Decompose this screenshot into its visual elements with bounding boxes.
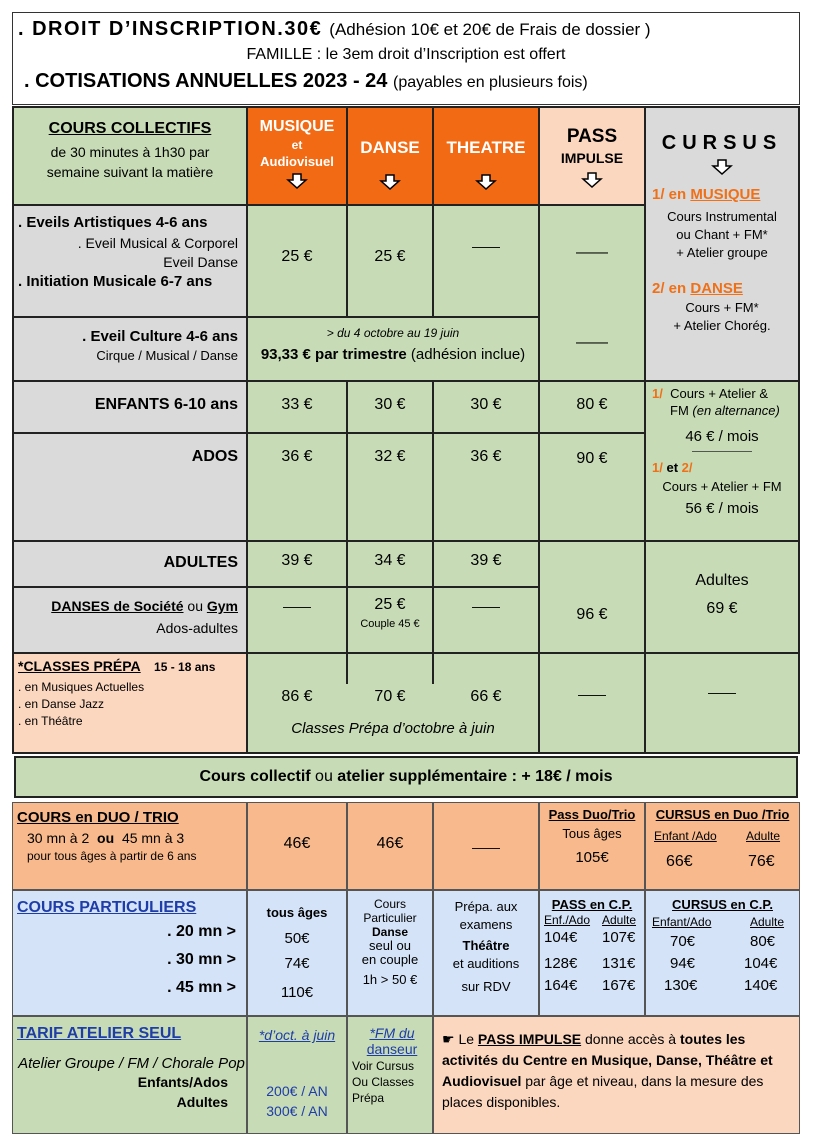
part-cursus: [646, 891, 799, 1015]
part-danse: [348, 891, 432, 1015]
part-pass-r1a: 104€: [544, 929, 578, 946]
musique-et-label: et: [291, 138, 303, 152]
cursus-mid-cell: [646, 382, 798, 540]
prepa-musique: 86 €: [281, 688, 313, 705]
atelier-adultes: Adultes: [176, 1094, 228, 1110]
part-cursus-r3b: 140€: [744, 977, 778, 994]
part-cursus-r3a: 130€: [664, 977, 698, 994]
adultes-theatre: 39 €: [434, 542, 538, 586]
duo-musique: 46€: [248, 803, 346, 889]
ados-pass: 90 €: [540, 434, 644, 540]
cursus-adultes-label: Adultes: [695, 572, 749, 589]
duo-cursus-v1: 66€: [666, 853, 693, 870]
atelier-title: TARIF ATELIER SEUL: [17, 1025, 182, 1042]
enfants-pass: 80 €: [540, 382, 644, 432]
eveils-pass-dash: ——: [576, 244, 608, 261]
duo-cursus-title: CURSUS en Duo /Trio: [655, 807, 790, 822]
fm-danseur: danseur: [366, 1041, 418, 1057]
atelier-sub: Atelier Groupe / FM / Chorale Pop: [18, 1055, 245, 1072]
cursus-option1-price: 46 € / mois: [685, 428, 759, 445]
down-arrow-icon: [248, 173, 346, 194]
atelier-p2: 300€ / AN: [266, 1103, 328, 1119]
theatre-label: THEATRE: [446, 138, 526, 157]
atelier-prices: [248, 1017, 346, 1133]
eveils-pass: [540, 206, 644, 380]
part-cursus-title: CURSUS en C.P.: [672, 897, 773, 912]
part-musique: [248, 891, 346, 1015]
adultes-pass: 96 €: [540, 542, 644, 652]
part-pass-r3a: 164€: [544, 977, 578, 994]
cursus-label: CURSUS: [661, 132, 783, 154]
atelier-fm: [348, 1017, 432, 1133]
pass-header: [540, 108, 644, 204]
societe-musique: ——: [248, 588, 346, 652]
cursus-adultes: [646, 542, 798, 652]
part-cursus-r2b: 104€: [744, 955, 778, 972]
eveil-danse: Eveil Danse: [163, 254, 238, 270]
societe-danse: [348, 588, 432, 652]
prepa-theatre-price: 66 €: [470, 688, 502, 705]
impulse-label: IMPULSE: [560, 150, 624, 166]
down-arrow-icon: [646, 159, 798, 180]
collectifs-sub2: semaine suivant la matière: [46, 164, 214, 180]
duo-theatre: ——: [434, 803, 538, 889]
pass-info-cell: ☛ Le PASS IMPULSE donne accès à toutes les activités du Centre en Musique, Danse, Théâtre et Audiovisuel par âge et niveau, dans la mesure des places disponibles.: [434, 1017, 799, 1133]
culture-pass-dash: ——: [576, 334, 608, 351]
pointing-hand-icon: ☛: [442, 1031, 455, 1047]
part-title: COURS PARTICULIERS: [17, 899, 197, 916]
cursus-danse-line1: Cours + FM*: [685, 300, 759, 315]
part-m2: 74€: [284, 955, 310, 972]
part-t3: Théâtre: [462, 938, 510, 953]
fm-voir-cursus: Voir Cursus: [352, 1059, 415, 1073]
couple-price: Couple 45 €: [360, 618, 420, 630]
duo-danse: 46€: [348, 803, 432, 889]
part-cursus-r1b: 80€: [750, 933, 776, 950]
eveil-musical: . Eveil Musical & Corporel: [77, 235, 238, 251]
cursus-musique: 1/ en MUSIQUE: [652, 186, 761, 203]
ados-musique: 36 €: [248, 434, 346, 540]
cursus-divider: [692, 451, 752, 452]
part-d1: Cours: [373, 897, 406, 911]
danses-societe: DANSES de Société ou Gym: [51, 598, 238, 614]
cursus-danse-line2: + Atelier Chorég.: [673, 318, 771, 333]
eveils-musique: 25 €: [248, 206, 346, 316]
part-t2: examens: [459, 917, 513, 932]
fm-prepa: Prépa: [352, 1091, 385, 1105]
danse-label: DANSE: [360, 138, 420, 157]
part-pass-h1: Enf./Ado: [544, 913, 591, 927]
prepa-danse-price: 70 €: [374, 688, 406, 705]
theatre-header: [434, 108, 538, 204]
part-d5: en couple: [361, 952, 419, 967]
prepa-pass: ——: [540, 654, 644, 752]
prepa-divider-1: [346, 654, 348, 684]
prepa-title: *CLASSES PRÉPA 15 - 18 ans: [18, 658, 216, 674]
pass-label: PASS: [566, 126, 618, 147]
duo-times: 30 mn à 2 ou 45 mn à 3: [27, 830, 185, 846]
cursus-option1: 1/ Cours + Atelier &: [652, 386, 768, 401]
ados-theatre: 36 €: [434, 434, 538, 540]
eveils-artistiques: . Eveils Artistiques 4-6 ans: [18, 214, 208, 231]
cursus-option1-fm: FM (en alternance): [670, 403, 780, 418]
enfants-theatre: 30 €: [434, 382, 538, 432]
prepa-cursus: ——: [646, 654, 798, 752]
ados-danse: 32 €: [348, 434, 432, 540]
collectifs-sub1: de 30 minutes à 1h30 par: [50, 144, 210, 160]
duo-pass-sub: Tous âges: [562, 826, 622, 841]
adultes-danse: 34 €: [348, 542, 432, 586]
cotisations-title: . COTISATIONS ANNUELLES 2023 - 24: [24, 70, 388, 92]
prepa-divider-2: [432, 654, 434, 684]
prepa-theatre: . en Théâtre: [18, 714, 83, 728]
atelier-p1: 200€ / AN: [266, 1083, 328, 1099]
part-t4: et auditions: [452, 956, 520, 971]
eveils-theatre: ——: [434, 206, 538, 316]
atelier-note: *d’oct. à juin: [258, 1027, 336, 1043]
part-label-cell: [13, 891, 246, 1015]
part-d6: 1h > 50 €: [362, 972, 418, 987]
fm-ou-classes: Ou Classes: [352, 1075, 415, 1089]
duo-pass-price: 105€: [575, 849, 609, 866]
cursus-header: [646, 108, 798, 380]
prepa-label-cell: [14, 654, 246, 752]
part-30mn: . 30 mn >: [167, 951, 236, 968]
part-cursus-r2a: 94€: [670, 955, 696, 972]
duo-cursus-v2: 76€: [748, 853, 775, 870]
societe-danse-price: 25 €: [374, 596, 406, 613]
prepa-prices-cell: [248, 654, 538, 752]
atelier-label-cell: [13, 1017, 246, 1133]
part-m1: 50€: [284, 930, 310, 947]
enfants-musique: 33 €: [248, 382, 346, 432]
header-line3: [24, 70, 800, 93]
ados-label: ADOS: [14, 434, 246, 540]
eveils-danse: 25 €: [348, 206, 432, 316]
cirque-musical-danse: Cirque / Musical / Danse: [96, 348, 238, 363]
danse-header: [348, 108, 432, 204]
part-d4: seul ou: [369, 938, 411, 953]
adultes-label: ADULTES: [14, 542, 246, 586]
prepa-note: Classes Prépa d’octobre à juin: [291, 720, 495, 737]
cursus-option2: 1/ et 2/: [652, 460, 693, 475]
duo-cursus-h1: Enfant /Ado: [654, 829, 717, 843]
fm-du: *FM du: [369, 1025, 415, 1041]
culture-price: 93,33 € par trimestre (adhésion inclue): [260, 346, 526, 363]
part-pass-title: PASS en C.P.: [551, 897, 633, 912]
prepa-musiques: . en Musiques Actuelles: [18, 680, 145, 694]
prepa-danse: . en Danse Jazz: [18, 697, 105, 711]
part-pass-h2: Adulte: [602, 913, 637, 927]
part-theatre: [434, 891, 538, 1015]
duo-cursus: [646, 803, 799, 889]
header-line2: FAMILLE : le 3em droit d’Inscription est offert: [246, 46, 566, 63]
down-arrow-icon: [434, 174, 538, 195]
part-cursus-h1: Enfant/Ado: [652, 915, 712, 929]
cursus-adultes-price: 69 €: [706, 600, 738, 617]
duo-cursus-h2: Adulte: [746, 829, 781, 843]
part-pass-r3b: 167€: [602, 977, 636, 994]
culture-dates: > du 4 octobre au 19 juin: [326, 326, 460, 340]
supplement-bar: Cours collectif ou atelier supplémentaire : + 18€ / mois: [14, 756, 798, 798]
part-d3: Danse: [371, 925, 409, 939]
part-t1: Prépa. aux: [454, 899, 518, 914]
initiation-musicale: . Initiation Musicale 6-7 ans: [18, 273, 213, 290]
part-pass-r1b: 107€: [602, 929, 636, 946]
duo-label-cell: [13, 803, 246, 889]
part-20mn: . 20 mn >: [167, 923, 236, 940]
part-tous-ages: tous âges: [266, 905, 328, 920]
eveils-label-cell: [14, 206, 246, 316]
eveil-culture: . Eveil Culture 4-6 ans: [82, 328, 238, 345]
ados-adultes: Ados-adultes: [156, 620, 238, 636]
adhesion-note: (Adhésion 10€ et 20€ de Frais de dossier ): [329, 20, 651, 39]
part-d2: Particulier: [363, 911, 417, 925]
enfants-danse: 30 €: [348, 382, 432, 432]
part-cursus-h2: Adulte: [750, 915, 785, 929]
musique-label: MUSIQUE: [259, 118, 335, 135]
culture-label-cell: [14, 318, 246, 380]
part-m3: 110€: [280, 984, 314, 1001]
audiovisuel-label: Audiovisuel: [260, 154, 334, 169]
cursus-danse: 2/ en DANSE: [652, 280, 743, 297]
part-45mn: . 45 mn >: [167, 979, 236, 996]
societe-theatre: ——: [434, 588, 538, 652]
part-pass: [540, 891, 644, 1015]
part-pass-r2a: 128€: [544, 955, 578, 972]
duo-pass: [540, 803, 644, 889]
cursus-musique-line2: ou Chant + FM*: [676, 227, 768, 242]
part-cursus-r1a: 70€: [670, 933, 696, 950]
duo-ages: pour tous âges à partir de 6 ans: [27, 849, 197, 863]
duo-title: COURS en DUO / TRIO: [17, 809, 179, 826]
cursus-musique-line1: Cours Instrumental: [667, 209, 777, 224]
down-arrow-icon: [348, 174, 432, 195]
header-line1: [18, 18, 798, 41]
part-t5: sur RDV: [461, 979, 511, 994]
enfants-label: ENFANTS 6-10 ans: [14, 382, 246, 432]
collectifs-title: COURS COLLECTIFS: [48, 120, 212, 137]
droit-inscription-label: . DROIT D’INSCRIPTION.30€: [18, 18, 323, 40]
cursus-musique-line3: + Atelier groupe: [676, 245, 768, 260]
culture-price-cell: [248, 318, 538, 380]
adultes-musique: 39 €: [248, 542, 346, 586]
duo-pass-title: Pass Duo/Trio: [548, 807, 636, 822]
payables-note: (payables en plusieurs fois): [392, 74, 588, 91]
societe-label-cell: [14, 588, 246, 652]
atelier-enfants: Enfants/Ados: [137, 1074, 228, 1090]
cursus-option2-desc: Cours + Atelier + FM: [662, 479, 782, 494]
musique-header: [248, 108, 346, 204]
cursus-option2-price: 56 € / mois: [685, 500, 759, 517]
collectifs-header: [14, 108, 246, 204]
down-arrow-icon: [540, 172, 644, 193]
part-pass-r2b: 131€: [602, 955, 636, 972]
